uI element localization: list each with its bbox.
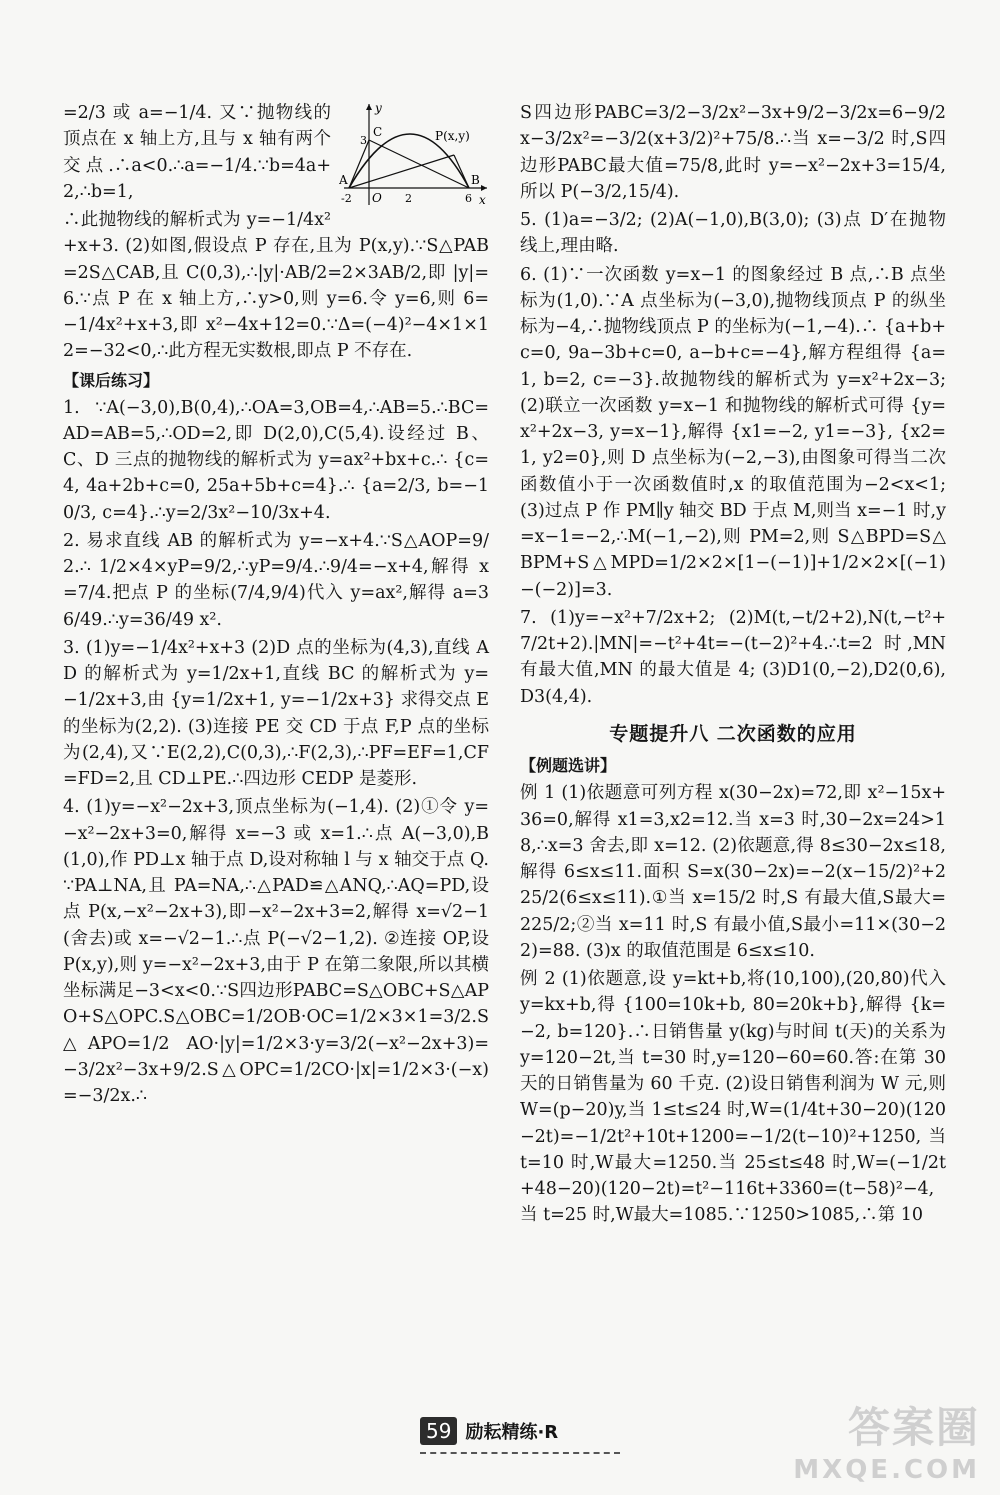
exercise-5: 5. (1)a=−3/2; (2)A(−1,0),B(3,0); (3)点 D′在抛物线上,理由略.	[520, 210, 946, 257]
tick-y3: 3	[360, 134, 367, 147]
left-paragraph-2: ∴此抛物线的解析式为 y=−1/4x² +x+3. (2)如图,假设点 P 存在,且为 P(x,y).∵S△PAB=2S△CAB,且 C(0,3),∴|y|·AB/2=2×3AB/2,即 |y|=6.∵点 P 在 x 轴上方,∴y>0,则 y=6.令 y=6,则 6=−1/4x²+x+3,即 x²−4x+12=0.∵Δ=(−4)²−4×1×12=−32<0,∴此方程无实数根,即点 P 不存在.	[63, 210, 489, 362]
exercise-4: 4. (1)y=−x²−2x+3,顶点坐标为(−1,4). (2)①令 y=−x²−2x+3=0,解得 x=−3 或 x=1.∴点 A(−3,0),B(1,0),作 PD⊥x 轴于点 D,设对称轴 l 与 x 轴交于点 Q.∵PA⊥NA,且 PA=NA,∴△PAD≌△ANQ,∴AQ=PD,设点 P(x,−x²−2x+3),即−x²−2x+3=2,解得 x=√2−1(舍去)或 x=−√2−1.∴点 P(−√2−1,2). ②连接 OP,设 P(x,y),则 y=−x²−2x+3,由于 P 在第二象限,所以其横坐标满足−3<x<0.∵S四边形PABC=S△OBC+S△APO+S△OPC.S△OBC=1/2OB·OC=1/2×3×1=3/2.S△APO=1/2 AO·|y|=1/2×3·y=3/2(−x²−2x+3)=−3/2x²−3x+9/2.S△OPC=1/2CO·|x|=1/2×3·(−x)=−3/2x.∴	[63, 797, 489, 1106]
parabola-figure	[339, 100, 489, 208]
page-footer	[420, 1414, 558, 1448]
exercise-1: 1. ∵A(−3,0),B(0,4),∴OA=3,OB=4,∴AB=5.∴BC=AD=AB=5,∴OD=2,即 D(2,0),C(5,4).设经过 B、C、D 三点的抛物线的解析式为 y=ax²+bx+c.∴ {c=4, 4a+2b+c=0, 25a+5b+c=4}.∴ {a=2/3, b=−10/3, c=4}.∴y=2/3x²−10/3x+4.	[63, 397, 489, 523]
after-class-practice-header: 【课后练习】	[63, 370, 160, 390]
left-column	[63, 100, 489, 1111]
example-2: 例 2 (1)依题意,设 y=kt+b,将(10,100),(20,80)代入 y=kx+b,得 {100=10k+b, 80=20k+b},解得 {k=−2, b=120}.∴日销售量 y(kg)与时间 t(天)的关系为 y=120−2t,当 t=30 时,y=120−60=60.答:在第 30 天的日销售量为 60 千克. (2)设日销售利润为 W 元,则 W=(p−20)y,当 1≤t≤24 时,W=(1/4t+30−20)(120−2t)=−1/2t²+10t+1200=−1/2(t−10)²+1250,当 t=10 时,W最大=1250.当 25≤t≤48 时,W=(−1/2t+48−20)(120−2t)=t²−116t+3360=(t−58)²−4,当 t=25 时,W最大=1085.∵1250>1085,∴第 10	[520, 969, 946, 1226]
tick-x6: 6	[465, 192, 472, 205]
example-1: 例 1 (1)依题意可列方程 x(30−2x)=72,即 x²−15x+36=0,解得 x1=3,x2=12.当 x=3 时,30−2x=24>18,∴x=3 舍去,即 x=12. (2)依题意,得 8≤30−2x≤18,解得 6≤x≤11.面积 S=x(30−2x)=−2(x−15/2)²+225/2(6≤x≤11).①当 x=15/2 时,S 有最大值,S最大=225/2;②当 x=11 时,S 有最小值,S最小=11×(30−22)=88. (3)x 的取值范围是 6≤x≤10.	[520, 783, 946, 961]
brand-name: 励耘精练·R	[465, 1422, 559, 1443]
watermark-main: 答案圈	[847, 1403, 980, 1452]
topic-title: 专题提升八 二次函数的应用	[609, 722, 857, 745]
right-paragraph-1: S四边形PABC=3/2−3/2x²−3x+9/2−3/2x=6−9/2x−3/2x²=−3/2(x+3/2)²+75/8.∴当 x=−3/2 时,S四边形PABC最大值=75/8,此时 y=−x²−2x+3=15/4,所以 P(−3/2,15/4).	[520, 103, 946, 202]
left-paragraph-1: =2/3 或 a=−1/4. 又∵抛物线的顶点在 x 轴上方,且与 x 轴有两个交点.∴a<0.∴a=−1/4.∵b=4a+2,∴b=1,	[63, 103, 331, 202]
point-c-label: C	[373, 125, 383, 139]
page-number: 59	[420, 1417, 457, 1445]
exercise-2: 2. 易求直线 AB 的解析式为 y=−x+4.∵S△AOP=9/2.∴ 1/2×4×yP=9/2,∴yP=9/4.∴9/4=−x+4,解得 x=7/4.把点 P 的坐标(7/4,9/4)代入 y=ax²,解得 a=36/49.∴y=36/49 x².	[63, 530, 489, 630]
examples-header: 【例题选讲】	[520, 756, 617, 776]
parabola-diagram	[339, 100, 489, 208]
origin-label: O	[372, 191, 382, 205]
point-a-label: A	[339, 173, 348, 187]
footer-divider	[420, 1452, 620, 1454]
y-axis-label: y	[375, 101, 382, 115]
tick-x2: 2	[405, 192, 412, 205]
watermark	[793, 1395, 980, 1485]
right-column	[520, 100, 946, 1231]
tick-xm2: -2	[341, 192, 352, 205]
point-p-label: P(x,y)	[435, 129, 470, 143]
exercise-6: 6. (1)∵一次函数 y=x−1 的图象经过 B 点,∴B 点坐标为(1,0).∵A 点坐标为(−3,0),抛物线顶点 P 的纵坐标为−4,∴抛物线顶点 P 的坐标为(−1,−4).∴ {a+b+c=0, 9a−3b+c=0, a−b+c=−4},解方程组得 {a=1, b=2, c=−3}.故抛物线的解析式为 y=x²+2x−3; (2)联立一次函数 y=x−1 和抛物线的解析式可得 {y=x²+2x−3, y=x−1},解得 {x1=−2, y1=−3}, {x2=1, y2=0},则 D 点坐标为(−2,−3),由图象可得当二次函数值小于一次函数值时,x 的取值范围为−2<x<1; (3)过点 P 作 PM∥y 轴交 BD 于点 M,则当 x=−1 时,y=x−1=−2,∴M(−1,−2),则 PM=2,则 S△BPD=S△BPM+S△MPD=1/2×2×[1−(−1)]+1/2×2×[(−1)−(−2)]=3.	[520, 264, 946, 600]
exercise-7: 7. (1)y=−x²+7/2x+2; (2)M(t,−t/2+2),N(t,−t²+7/2t+2).|MN|=−t²+4t=−(t−2)²+4.∴t=2 时,MN 有最大值,MN 的最大值是 4; (3)D1(0,−2),D2(0,6),D3(4,4).	[520, 607, 946, 707]
x-axis-label: x	[479, 193, 486, 207]
point-b-label: B	[471, 173, 480, 187]
watermark-url: MXQE.COM	[793, 1455, 980, 1485]
exercise-3: 3. (1)y=−1/4x²+x+3 (2)D 点的坐标为(4,3),直线 AD 的解析式为 y=1/2x+1,直线 BC 的解析式为 y=−1/2x+3,由 {y=1/2x+1, y=−1/2x+3} 求得交点 E 的坐标为(2,2). (3)连接 PE 交 CD 于点 F,P 点的坐标为(2,4),又∵E(2,2),C(0,3),∴F(2,3),∴PF=EF=1,CF=FD=2,且 CD⊥PE.∴四边形 CEDP 是菱形.	[63, 637, 489, 789]
